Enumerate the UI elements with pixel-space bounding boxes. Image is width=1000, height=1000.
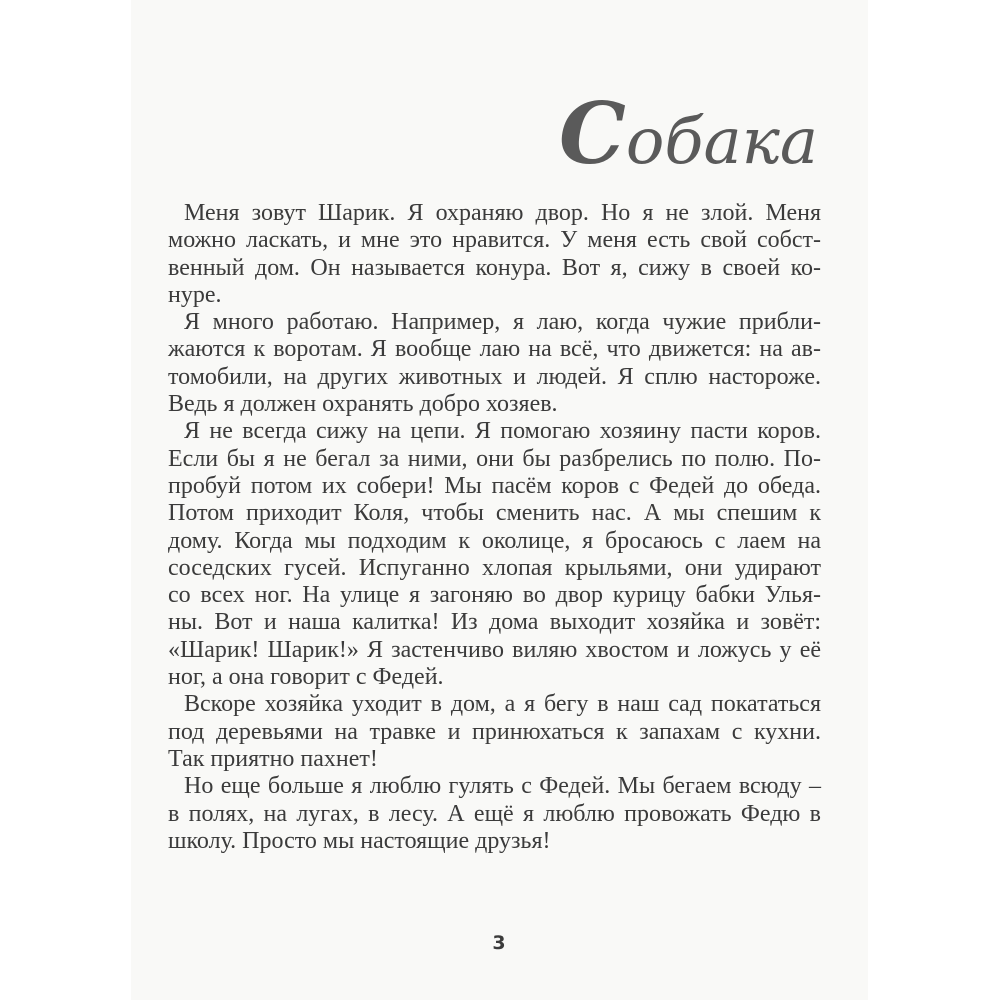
text-line: Ведь я должен охранять добро хозяев. <box>168 391 558 418</box>
page-number: 3 <box>492 932 506 954</box>
text-line: школу. Просто мы настоящие друзья! <box>168 827 551 854</box>
paragraph <box>168 418 821 691</box>
paragraph <box>168 200 821 309</box>
text-line: можно ласкать, и мне это нравится. У меня есть свой собст- <box>168 227 821 254</box>
text-line: соседских гусей. Испуганно хлопая крыльями, они удирают <box>168 554 821 581</box>
text-line: Потом приходит Коля, чтобы сменить нас. А мы спешим к <box>168 500 821 527</box>
paragraph <box>168 309 821 418</box>
text-line: Я не всегда сижу на цепи. Я помогаю хозяину пасти коров. <box>184 418 821 445</box>
book-page <box>131 0 868 1000</box>
chapter-title-rest: обака <box>625 105 818 179</box>
paragraph <box>168 773 821 855</box>
chapter-title <box>559 84 818 183</box>
text-line: Вскоре хозяйка уходит в дом, а я бегу в наш сад покататься <box>184 691 821 718</box>
text-line: пробуй потом их собери! Мы пасём коров с Федей до обеда. <box>168 472 821 499</box>
text-line: ног, а она говорит с Федей. <box>168 664 444 691</box>
text-line: Я много работаю. Например, я лаю, когда чужие прибли- <box>184 309 821 336</box>
paragraph <box>168 691 821 773</box>
text-line: жаются к воротам. Я вообще лаю на всё, что движется: на ав- <box>168 336 821 363</box>
text-line: «Шарик! Шарик!» Я застенчиво виляю хвостом и ложусь у её <box>168 636 821 663</box>
text-line: в полях, на лугах, в лесу. А ещё я люблю провожать Федю в <box>168 800 821 827</box>
text-line: ны. Вот и наша калитка! Из дома выходит хозяйка и зовёт: <box>168 609 821 636</box>
text-line: томобили, на других животных и людей. Я сплю настороже. <box>168 363 821 390</box>
text-line: Но еще больше я люблю гулять с Федей. Мы бегаем всюду – <box>184 773 821 800</box>
text-line: нуре. <box>168 281 222 308</box>
body-text <box>168 200 821 855</box>
text-line: Если бы я не бегал за ними, они бы разбрелись по полю. По- <box>168 445 821 472</box>
text-line: венный дом. Он называется конура. Вот я, сижу в своей ко- <box>168 254 821 281</box>
chapter-title-initial: С <box>559 84 626 183</box>
text-line: дому. Когда мы подходим к околице, я бросаюсь с лаем на <box>168 527 821 554</box>
text-line: Так приятно пахнет! <box>168 745 378 772</box>
text-line: со всех ног. На улице я загоняю во двор курицу бабки Улья- <box>168 582 821 609</box>
text-line: под деревьями на травке и принюхаться к запахам с кухни. <box>168 718 821 745</box>
text-line: Меня зовут Шарик. Я охраняю двор. Но я не злой. Меня <box>184 200 821 226</box>
